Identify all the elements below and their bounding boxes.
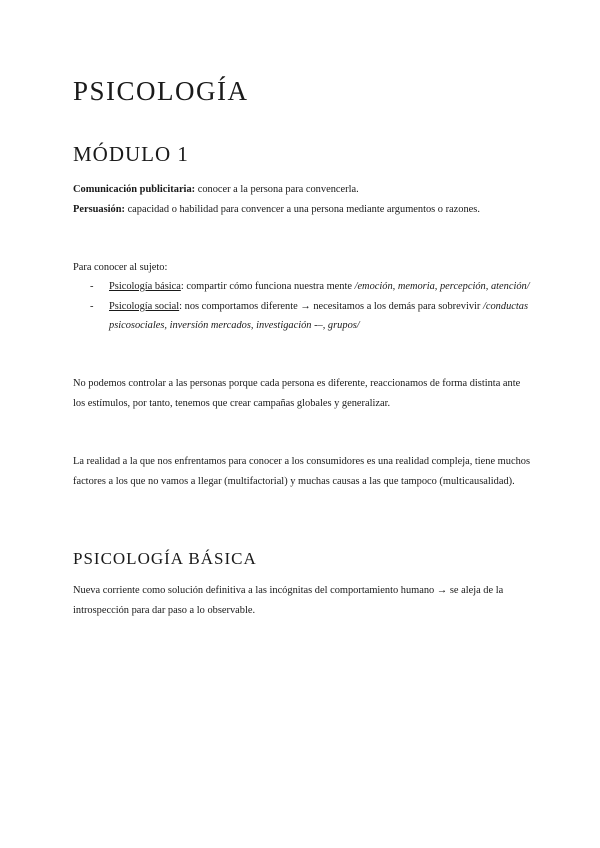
- list-item-text: : compartir cómo funciona nuestra mente: [180, 281, 355, 292]
- page-title: PSICOLOGÍA: [73, 76, 249, 106]
- definition-term: Comunicación publicitaria:: [73, 184, 196, 195]
- section-title: PSICOLOGÍA BÁSICA: [73, 549, 257, 568]
- subject-list: [73, 277, 533, 336]
- list-item-term: Psicología básica: [109, 281, 181, 292]
- paragraph-control: No podemos controlar a las personas porque cada persona es diferente, reaccionamos de forma distinta ante los estímulos, por tanto, tenemos que crear campañas globales y generalizar.: [73, 378, 521, 409]
- definition-text: conocer a la persona para convencerla.: [195, 184, 359, 195]
- paragraph-reality: La realidad a la que nos enfrentamos para conocer a los consumidores es una realidad compleja, tiene muchos factores a los que no vamos a llegar (multifactorial) y muchas causas a las que tampoco (multicausalidad).: [73, 456, 531, 487]
- list-item: [73, 277, 533, 297]
- definitions-paragraph: [73, 180, 533, 219]
- list-item: [73, 297, 533, 336]
- subject-intro: Para conocer al sujeto:: [73, 262, 168, 273]
- list-dash: -: [90, 300, 94, 312]
- list-item-italic: /emoción, memoria, percepción, atención/: [354, 281, 530, 292]
- definition-term: Persuasión:: [73, 203, 125, 215]
- module-title: MÓDULO 1: [73, 142, 189, 166]
- definition-2: [73, 204, 480, 215]
- list-item-text: : nos comportamos diferente → necesitamos a los demás para sobrevivir: [179, 300, 483, 312]
- list-dash: -: [90, 281, 94, 292]
- definition-1: [73, 184, 359, 195]
- definition-text: capacidad o habilidad para convencer a una persona mediante argumentos o razones.: [124, 203, 480, 215]
- list-item-italic: /conductas psicosociales, inversión mercados, investigación -–, grupos/: [109, 300, 529, 331]
- list-item-term: Psicología social: [109, 300, 180, 312]
- paragraph-basic: Nueva corriente como solución definitiva a las incógnitas del comportamiento humano → se aleja de la introspección para dar paso a lo observable.: [73, 585, 504, 616]
